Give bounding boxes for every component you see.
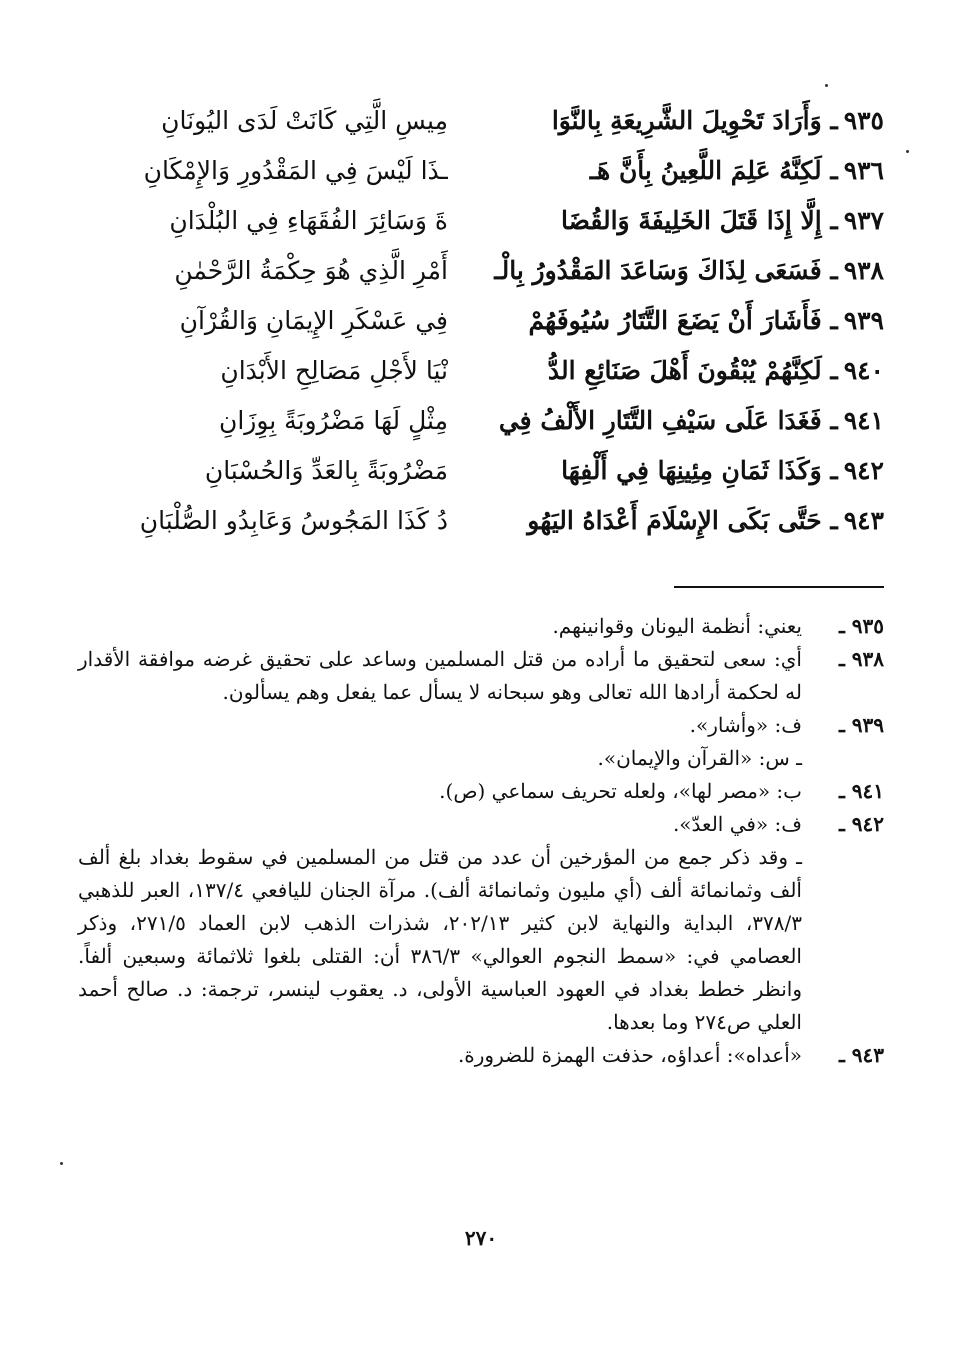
verse-number: ٩٤٣ — [843, 506, 884, 535]
verse-second-hemistich: أَمْرِ الَّذِي هُوَ حِكْمَةُ الرَّحْمٰنِ — [174, 256, 448, 285]
verse-first-hemistich — [480, 246, 884, 296]
footnote — [78, 709, 884, 742]
verse-first-text: ـ لَكِنَّهُمْ يُبْقُونَ أَهْلَ صَنَائِعِ الدُّ — [547, 356, 838, 385]
footnote — [78, 808, 884, 841]
verse-row — [78, 146, 884, 196]
footnote-text: ف: «في العدّ». — [672, 812, 802, 836]
footnote-text: يعني: أنظمة اليونان وقوانينهم. — [552, 614, 802, 638]
verse-second-hemistich: مَضْرُوبَةً بِالعَدِّ وَالحُسْبَانِ — [204, 456, 448, 485]
verse-row — [78, 296, 884, 346]
footnote-continuation: ـ وقد ذكر جمع من المؤرخين أن عدد من قتل من المسلمين في سقوط بغداد بلغ ألف ألف وثمانمائة ألف (أي مليون وثمانمائة ألف). مرآة الجنان لليافعي ١٣٧/٤، العبر للذهبي ٣٧٨/٣، البداية والنهاية لابن كثير ٢٠٢/١٣، شذرات الذهب لابن العماد ٢٧١/٥، وذكر العصامي في: «سمط النجوم العوالي» ٣٨٦/٣ أن: القتلى بلغوا ثلاثمائة وسبعين ألفاً. وانظر خطط بغداد في العهود العباسية الأولى، د. يعقوب لينسر، ترجمة: د. صالح أحمد العلي ص٢٧٤ وما بعدها. — [78, 845, 803, 1034]
verse-block — [78, 96, 884, 546]
footnote-number: ٩٤٢ ـ — [838, 812, 884, 836]
footnote-number: ٩٣٨ ـ — [838, 647, 884, 671]
verse-row — [78, 496, 884, 546]
print-speck — [906, 150, 909, 153]
print-speck — [825, 84, 828, 87]
verse-first-hemistich — [480, 396, 884, 446]
verse-second-hemistich: ةَ وَسَائِرَ الفُقَهَاءِ فِي البُلْدَانِ — [169, 206, 448, 235]
verse-first-hemistich — [480, 196, 884, 246]
verse-first-hemistich — [480, 446, 884, 496]
verse-row — [78, 246, 884, 296]
verse-first-text: ـ فَغَدَا عَلَى سَيْفِ التَّتَارِ الأَلْفُ فِي — [498, 406, 838, 435]
footnote-text: ب: «مصر لها»، ولعله تحريف سماعي (ص). — [439, 779, 802, 803]
verse-second-hemistich: فِي عَسْكَرِ الإِيمَانِ وَالقُرْآنِ — [179, 306, 448, 335]
verse-number: ٩٣٥ — [843, 106, 884, 135]
footnote-number: ٩٤٣ ـ — [838, 1043, 884, 1067]
footnote-number: ٩٤١ ـ — [838, 779, 884, 803]
verse-row — [78, 346, 884, 396]
verse-second-hemistich: مِيسِ الَّتِي كَانَتْ لَدَى اليُونَانِ — [161, 106, 448, 135]
footnote-number: ٩٣٥ ـ — [838, 614, 884, 638]
verse-first-text: ـ وَأَرَادَ تَحْوِيلَ الشَّرِيعَةِ بِالنَّوَا — [551, 106, 838, 135]
footnote-number: ٩٣٩ ـ — [838, 713, 884, 737]
footnote-text: «أعداه»: أعداؤه، حذفت الهمزة للضرورة. — [457, 1043, 802, 1067]
verse-first-hemistich — [480, 296, 884, 346]
verse-number: ٩٤١ — [843, 406, 884, 435]
verse-first-hemistich — [480, 146, 884, 196]
page-number: ٢٧٠ — [464, 1226, 498, 1250]
verse-second-hemistich: ـذَا لَيْسَ فِي المَقْدُورِ وَالإِمْكَانِ — [143, 156, 448, 185]
footnote-separator — [674, 586, 884, 588]
verse-second-hemistich: نْيَا لأَجْلِ مَصَالِحِ الأَبْدَانِ — [220, 356, 448, 385]
verse-number: ٩٣٨ — [843, 256, 884, 285]
print-speck — [60, 1162, 63, 1165]
verse-first-text: ـ لَكِنَّهُ عَلِمَ اللَّعِينُ بِأَنَّ هَـ — [589, 156, 838, 185]
verse-number: ٩٤٢ — [843, 456, 884, 485]
footnotes — [78, 610, 884, 1072]
footnote — [78, 1039, 884, 1072]
verse-first-text: ـ إِلَّا إِذَا قَتَلَ الخَلِيفَةَ وَالقُضَا — [561, 206, 838, 235]
footnote-text: أي: سعى لتحقيق ما أراده من قتل المسلمين وساعد على تحقيق غرضه موافقة الأقدار له لحكمة أرادها الله تعالى وهو سبحانه لا يسأل عما يفعل وهم يسألون. — [78, 647, 802, 704]
verse-second-hemistich: مِثْلٍ لَهَا مَضْرُوبَةً بِوِزَانِ — [218, 406, 448, 435]
verse-row — [78, 196, 884, 246]
verse-second-hemistich: دُ كَذَا المَجُوسُ وَعَابِدُو الصُّلْبَانِ — [139, 506, 448, 535]
verse-first-text: ـ حَتَّى بَكَى الإِسْلَامَ أَعْدَاهُ اليَهُو — [527, 506, 838, 535]
verse-number: ٩٣٦ — [843, 156, 884, 185]
verse-number: ٩٤٠ — [843, 356, 884, 385]
footnote — [78, 643, 884, 709]
verse-first-hemistich — [480, 96, 884, 146]
verse-row — [78, 446, 884, 496]
verse-number: ٩٣٩ — [843, 306, 884, 335]
verse-first-text: ـ فَأَشَارَ أَنْ يَضَعَ التَّتَارُ سُيُوفَهُمْ — [528, 306, 838, 335]
verse-first-hemistich — [480, 496, 884, 546]
footnote — [78, 775, 884, 808]
book-page — [78, 96, 884, 1276]
footnote — [78, 610, 884, 643]
footnote-continuation: ـ س: «القرآن والإيمان». — [597, 746, 802, 770]
verse-row — [78, 96, 884, 146]
verse-first-hemistich — [480, 346, 884, 396]
verse-row — [78, 396, 884, 446]
verse-number: ٩٣٧ — [843, 206, 884, 235]
footnote-text: ف: «وأشار». — [689, 713, 802, 737]
verse-first-text: ـ فَسَعَى لِذَاكَ وَسَاعَدَ المَقْدُورُ بِالْـ — [494, 256, 838, 285]
verse-first-text: ـ وَكَذَا ثَمَانِ مِئِينِهَا فِي أَلْفِهَا — [561, 456, 838, 485]
